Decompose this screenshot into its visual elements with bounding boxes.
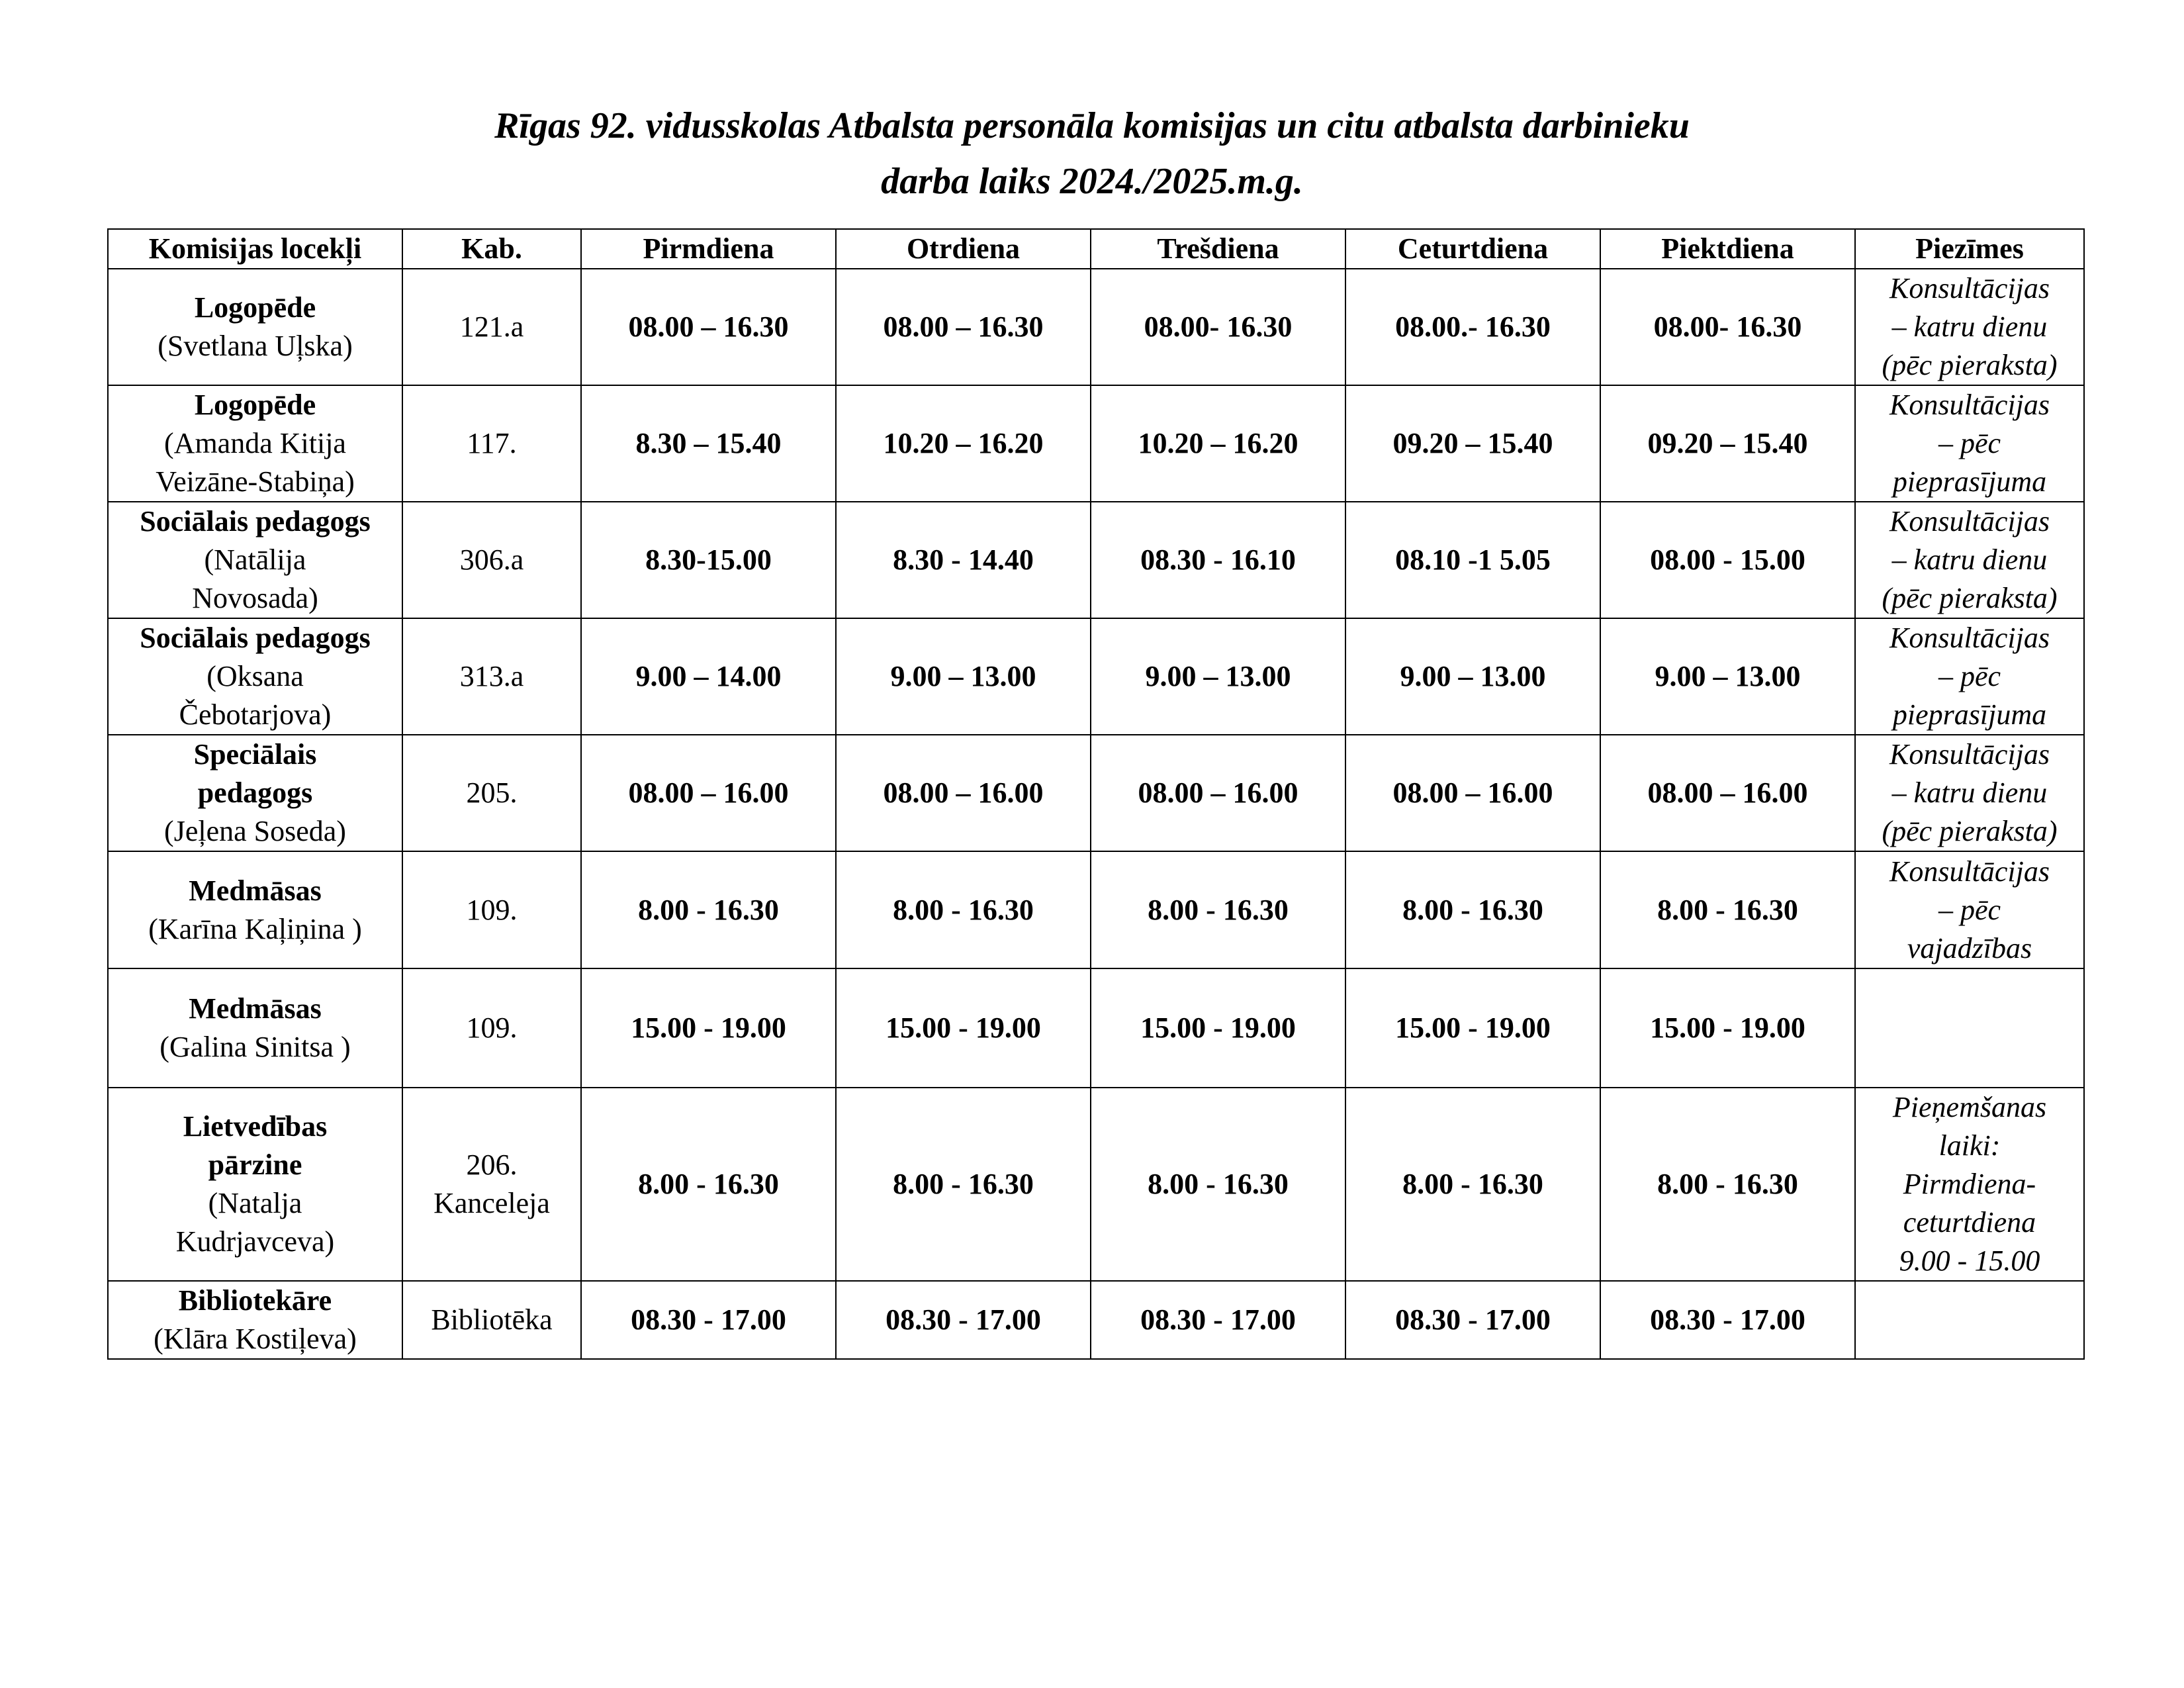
time-cell-wednesday: 08.00- 16.30 [1091, 269, 1345, 385]
room-cell [402, 1088, 581, 1281]
time-cell-monday: 8.30-15.00 [581, 502, 836, 618]
note-cell [1855, 502, 2084, 618]
time-cell-friday: 08.00- 16.30 [1600, 269, 1855, 385]
note-text: – pēc [1938, 893, 2001, 926]
member-cell [108, 1281, 402, 1359]
member-role: Lietvedības [183, 1110, 328, 1143]
time-cell-thursday: 15.00 - 19.00 [1345, 968, 1600, 1088]
room-cell [402, 618, 581, 735]
time-cell-wednesday: 08.00 – 16.00 [1091, 735, 1345, 851]
member-role: Sociālais pedagogs [140, 505, 371, 538]
time-cell-monday: 8.00 - 16.30 [581, 1088, 836, 1281]
member-cell [108, 502, 402, 618]
schedule-body [108, 269, 2084, 1359]
table-row [108, 502, 2084, 618]
note-text: Pieņemšanas [1892, 1091, 2047, 1123]
member-role: Medmāsas [189, 874, 322, 907]
time-cell-wednesday: 8.00 - 16.30 [1091, 851, 1345, 968]
member-cell [108, 269, 402, 385]
note-text: Pirmdiena- [1903, 1168, 2036, 1200]
title-line-2: darba laiks 2024./2025.m.g. [881, 161, 1303, 202]
room-number: 109. [466, 1011, 518, 1044]
room-cell [402, 968, 581, 1088]
note-text: (pēc pieraksta) [1882, 582, 2058, 614]
time-cell-monday: 08.00 – 16.00 [581, 735, 836, 851]
member-name: (Jeļena Soseda) [164, 815, 346, 847]
time-cell-tuesday: 15.00 - 19.00 [836, 968, 1091, 1088]
table-row [108, 851, 2084, 968]
time-cell-tuesday: 10.20 – 16.20 [836, 385, 1091, 502]
note-text: – pēc [1938, 660, 2001, 692]
room-cell [402, 735, 581, 851]
member-cell [108, 851, 402, 968]
member-name: (Natālija [204, 543, 306, 576]
room-cell [402, 502, 581, 618]
time-cell-tuesday: 08.30 - 17.00 [836, 1281, 1091, 1359]
room-number: 206. [466, 1149, 518, 1181]
time-cell-thursday: 9.00 – 13.00 [1345, 618, 1600, 735]
note-text: Konsultācijas [1889, 738, 2050, 771]
time-cell-wednesday: 08.30 - 17.00 [1091, 1281, 1345, 1359]
note-text: Konsultācijas [1889, 272, 2050, 305]
document-title [0, 98, 2184, 209]
time-cell-thursday: 8.00 - 16.30 [1345, 851, 1600, 968]
time-cell-tuesday: 9.00 – 13.00 [836, 618, 1091, 735]
note-cell [1855, 269, 2084, 385]
header-members: Komisijas locekļi [108, 229, 402, 269]
time-cell-wednesday: 15.00 - 19.00 [1091, 968, 1345, 1088]
title-line-1: Rīgas 92. vidusskolas Atbalsta personāla komisijas un citu atbalsta darbinieku [494, 105, 1690, 146]
table-row [108, 1088, 2084, 1281]
note-cell [1855, 618, 2084, 735]
time-cell-tuesday: 8.00 - 16.30 [836, 1088, 1091, 1281]
note-text: pieprasījuma [1892, 465, 2047, 498]
note-text: – katru dienu [1891, 543, 2048, 576]
room-number: 205. [466, 776, 518, 809]
time-cell-tuesday: 08.00 – 16.00 [836, 735, 1091, 851]
member-cell [108, 385, 402, 502]
member-name: (Oksana [206, 660, 304, 692]
member-name: Veizāne-Stabiņa) [156, 465, 355, 498]
member-name: Novosada) [192, 582, 318, 614]
header-wednesday: Trešdiena [1091, 229, 1345, 269]
time-cell-thursday: 08.30 - 17.00 [1345, 1281, 1600, 1359]
time-cell-thursday: 8.00 - 16.30 [1345, 1088, 1600, 1281]
member-role: Speciālais [193, 738, 317, 771]
header-room: Kab. [402, 229, 581, 269]
note-cell [1855, 735, 2084, 851]
note-text: Konsultācijas [1889, 622, 2050, 654]
member-role: pedagogs [197, 776, 313, 809]
note-text: Konsultācijas [1889, 389, 2050, 421]
member-name: (Galina Sinitsa ) [159, 1031, 351, 1063]
table-row [108, 968, 2084, 1088]
schedule-table [107, 228, 2085, 1360]
time-cell-monday: 15.00 - 19.00 [581, 968, 836, 1088]
time-cell-friday: 09.20 – 15.40 [1600, 385, 1855, 502]
table-row [108, 385, 2084, 502]
time-cell-thursday: 09.20 – 15.40 [1345, 385, 1600, 502]
time-cell-friday: 8.00 - 16.30 [1600, 851, 1855, 968]
note-cell [1855, 1088, 2084, 1281]
member-cell [108, 618, 402, 735]
room-number: 117. [467, 427, 517, 459]
room-number: Bibliotēka [431, 1303, 553, 1336]
member-role: Sociālais pedagogs [140, 622, 371, 654]
member-cell [108, 735, 402, 851]
time-cell-monday: 8.30 – 15.40 [581, 385, 836, 502]
member-cell [108, 1088, 402, 1281]
time-cell-friday: 08.00 – 16.00 [1600, 735, 1855, 851]
time-cell-friday: 8.00 - 16.30 [1600, 1088, 1855, 1281]
note-text: Konsultācijas [1889, 855, 2050, 888]
member-role: Bibliotekāre [178, 1284, 332, 1317]
note-text: laiki: [1938, 1129, 2001, 1162]
note-text: (pēc pieraksta) [1882, 815, 2058, 847]
note-text: Konsultācijas [1889, 505, 2050, 538]
member-name: (Natalja [208, 1187, 302, 1219]
time-cell-tuesday: 8.30 - 14.40 [836, 502, 1091, 618]
time-cell-wednesday: 08.30 - 16.10 [1091, 502, 1345, 618]
header-notes: Piezīmes [1855, 229, 2084, 269]
room-number: 121.a [459, 310, 524, 343]
time-cell-tuesday: 8.00 - 16.30 [836, 851, 1091, 968]
table-row [108, 735, 2084, 851]
time-cell-friday: 08.30 - 17.00 [1600, 1281, 1855, 1359]
room-number: Kanceleja [433, 1187, 550, 1219]
member-role: Medmāsas [189, 992, 322, 1025]
note-cell [1855, 851, 2084, 968]
time-cell-wednesday: 10.20 – 16.20 [1091, 385, 1345, 502]
member-name: (Klāra Kostiļeva) [154, 1323, 357, 1355]
member-role: Logopēde [194, 389, 316, 421]
time-cell-thursday: 08.00 – 16.00 [1345, 735, 1600, 851]
table-row [108, 618, 2084, 735]
member-name: (Amanda Kitija [164, 427, 346, 459]
note-cell [1855, 968, 2084, 1088]
time-cell-friday: 9.00 – 13.00 [1600, 618, 1855, 735]
member-cell [108, 968, 402, 1088]
room-number: 306.a [459, 543, 524, 576]
member-name: Kudrjavceva) [175, 1225, 335, 1258]
room-cell [402, 1281, 581, 1359]
table-row [108, 1281, 2084, 1359]
note-text: ceturtdiena [1903, 1206, 2036, 1239]
time-cell-monday: 8.00 - 16.30 [581, 851, 836, 968]
note-text: vajadzības [1907, 931, 2032, 964]
member-role: Logopēde [194, 291, 316, 324]
note-text: (pēc pieraksta) [1882, 349, 2058, 381]
member-role: pārzine [208, 1149, 302, 1181]
note-text: pieprasījuma [1892, 698, 2047, 731]
time-cell-wednesday: 8.00 - 16.30 [1091, 1088, 1345, 1281]
time-cell-monday: 08.30 - 17.00 [581, 1281, 836, 1359]
note-text: – pēc [1938, 427, 2001, 459]
time-cell-thursday: 08.00.- 16.30 [1345, 269, 1600, 385]
time-cell-monday: 08.00 – 16.30 [581, 269, 836, 385]
header-monday: Pirmdiena [581, 229, 836, 269]
room-number: 313.a [459, 660, 524, 692]
note-cell [1855, 385, 2084, 502]
header-friday: Piektdiena [1600, 229, 1855, 269]
table-header-row [108, 229, 2084, 269]
time-cell-tuesday: 08.00 – 16.30 [836, 269, 1091, 385]
member-name: (Svetlana Uļska) [158, 330, 353, 362]
room-cell [402, 385, 581, 502]
room-cell [402, 851, 581, 968]
time-cell-monday: 9.00 – 14.00 [581, 618, 836, 735]
member-name: (Karīna Kaļiņina ) [148, 912, 362, 945]
note-text: 9.00 - 15.00 [1899, 1244, 2040, 1277]
member-name: Čebotarjova) [179, 698, 332, 731]
time-cell-friday: 15.00 - 19.00 [1600, 968, 1855, 1088]
table-row [108, 269, 2084, 385]
note-text: – katru dienu [1891, 776, 2048, 809]
room-cell [402, 269, 581, 385]
time-cell-thursday: 08.10 -1 5.05 [1345, 502, 1600, 618]
time-cell-friday: 08.00 - 15.00 [1600, 502, 1855, 618]
header-thursday: Ceturtdiena [1345, 229, 1600, 269]
header-tuesday: Otrdiena [836, 229, 1091, 269]
note-text: – katru dienu [1891, 310, 2048, 343]
time-cell-wednesday: 9.00 – 13.00 [1091, 618, 1345, 735]
room-number: 109. [466, 893, 518, 926]
note-cell [1855, 1281, 2084, 1359]
